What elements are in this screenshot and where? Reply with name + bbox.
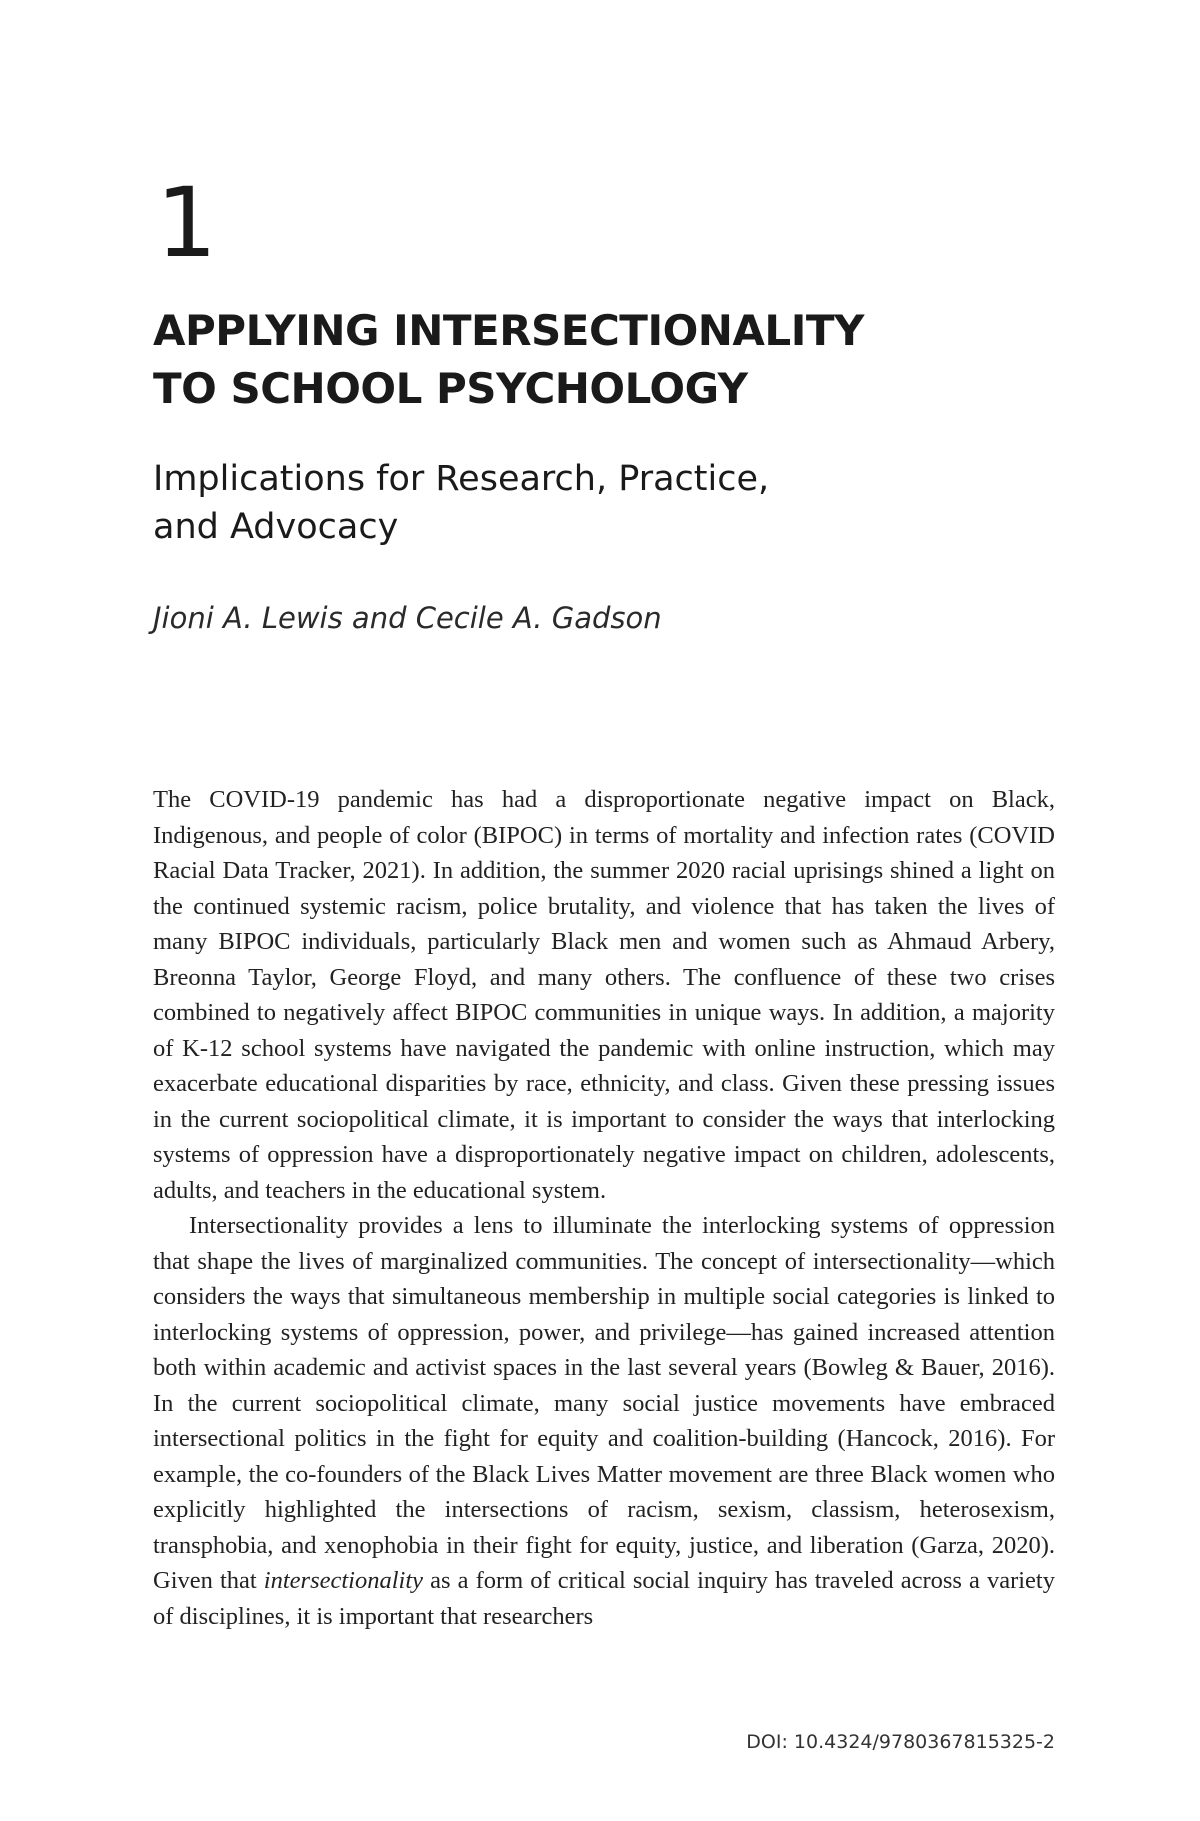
chapter-subtitle-line-2: and Advocacy [153, 507, 399, 547]
paragraph-2-text-after-italic: as a form of critical social inquiry has traveled across a variety of disciplines, it is important that researchers [153, 1567, 1055, 1630]
paragraph-2-text-before-italic: Intersectionality provides a lens to illuminate the interlocking systems of oppression that shape the lives of marginalized communities. The concept of intersectionality—which considers the ways that simultaneous membership in multiple social categories is linked to interlocking systems of oppression, power, and privilege—has gained increased attention both within academic and activist spaces in the last several years (Bowleg & Bauer, 2016). In the current sociopolitical climate, many social justice movements have embraced intersectional politics in the fight for equity and coalition-building (Hancock, 2016). For example, the co-founders of the Black Lives Matter movement are three Black women who explicitly highlighted the intersections of racism, sexism, classism, heterosexism, transphobia, and xenophobia in their fight for equity, justice, and liberation (Garza, 2020). Given that [153, 1212, 1055, 1594]
chapter-title-line-2: TO SCHOOL PSYCHOLOGY [153, 364, 748, 413]
chapter-authors: Jioni A. Lewis and Cecile A. Gadson [153, 601, 662, 635]
body-text [153, 782, 1055, 1634]
body-paragraph-2 [153, 1208, 1055, 1634]
italic-term-intersectionality: intersectionality [263, 1567, 424, 1594]
chapter-title [153, 302, 1053, 418]
chapter-subtitle-line-1: Implications for Research, Practice, [153, 459, 770, 499]
chapter-title-line-1: APPLYING INTERSECTIONALITY [153, 306, 864, 355]
chapter-subtitle [153, 455, 1053, 551]
body-paragraph-1: The COVID-19 pandemic has had a disproportionate negative impact on Black, Indigenous, and people of color (BIPOC) in terms of mortality and infection rates (COVID Racial Data Tracker, 2021). In addition, the summer 2020 racial uprisings shined a light on the continued systemic racism, police brutality, and violence that has taken the lives of many BIPOC individuals, particularly Black men and women such as Ahmaud Arbery, Breonna Taylor, George Floyd, and many others. The confluence of these two crises combined to negatively affect BIPOC communities in unique ways. In addition, a majority of K-12 school systems have navigated the pandemic with online instruction, which may exacerbate educational disparities by race, ethnicity, and class. Given these pressing issues in the current sociopolitical climate, it is important to consider the ways that interlocking systems of oppression have a disproportionately negative impact on children, adolescents, adults, and teachers in the educational system. [153, 786, 1055, 1204]
chapter-number: 1 [156, 167, 218, 279]
doi-footer: DOI: 10.4324/9780367815325-2 [746, 1731, 1055, 1753]
